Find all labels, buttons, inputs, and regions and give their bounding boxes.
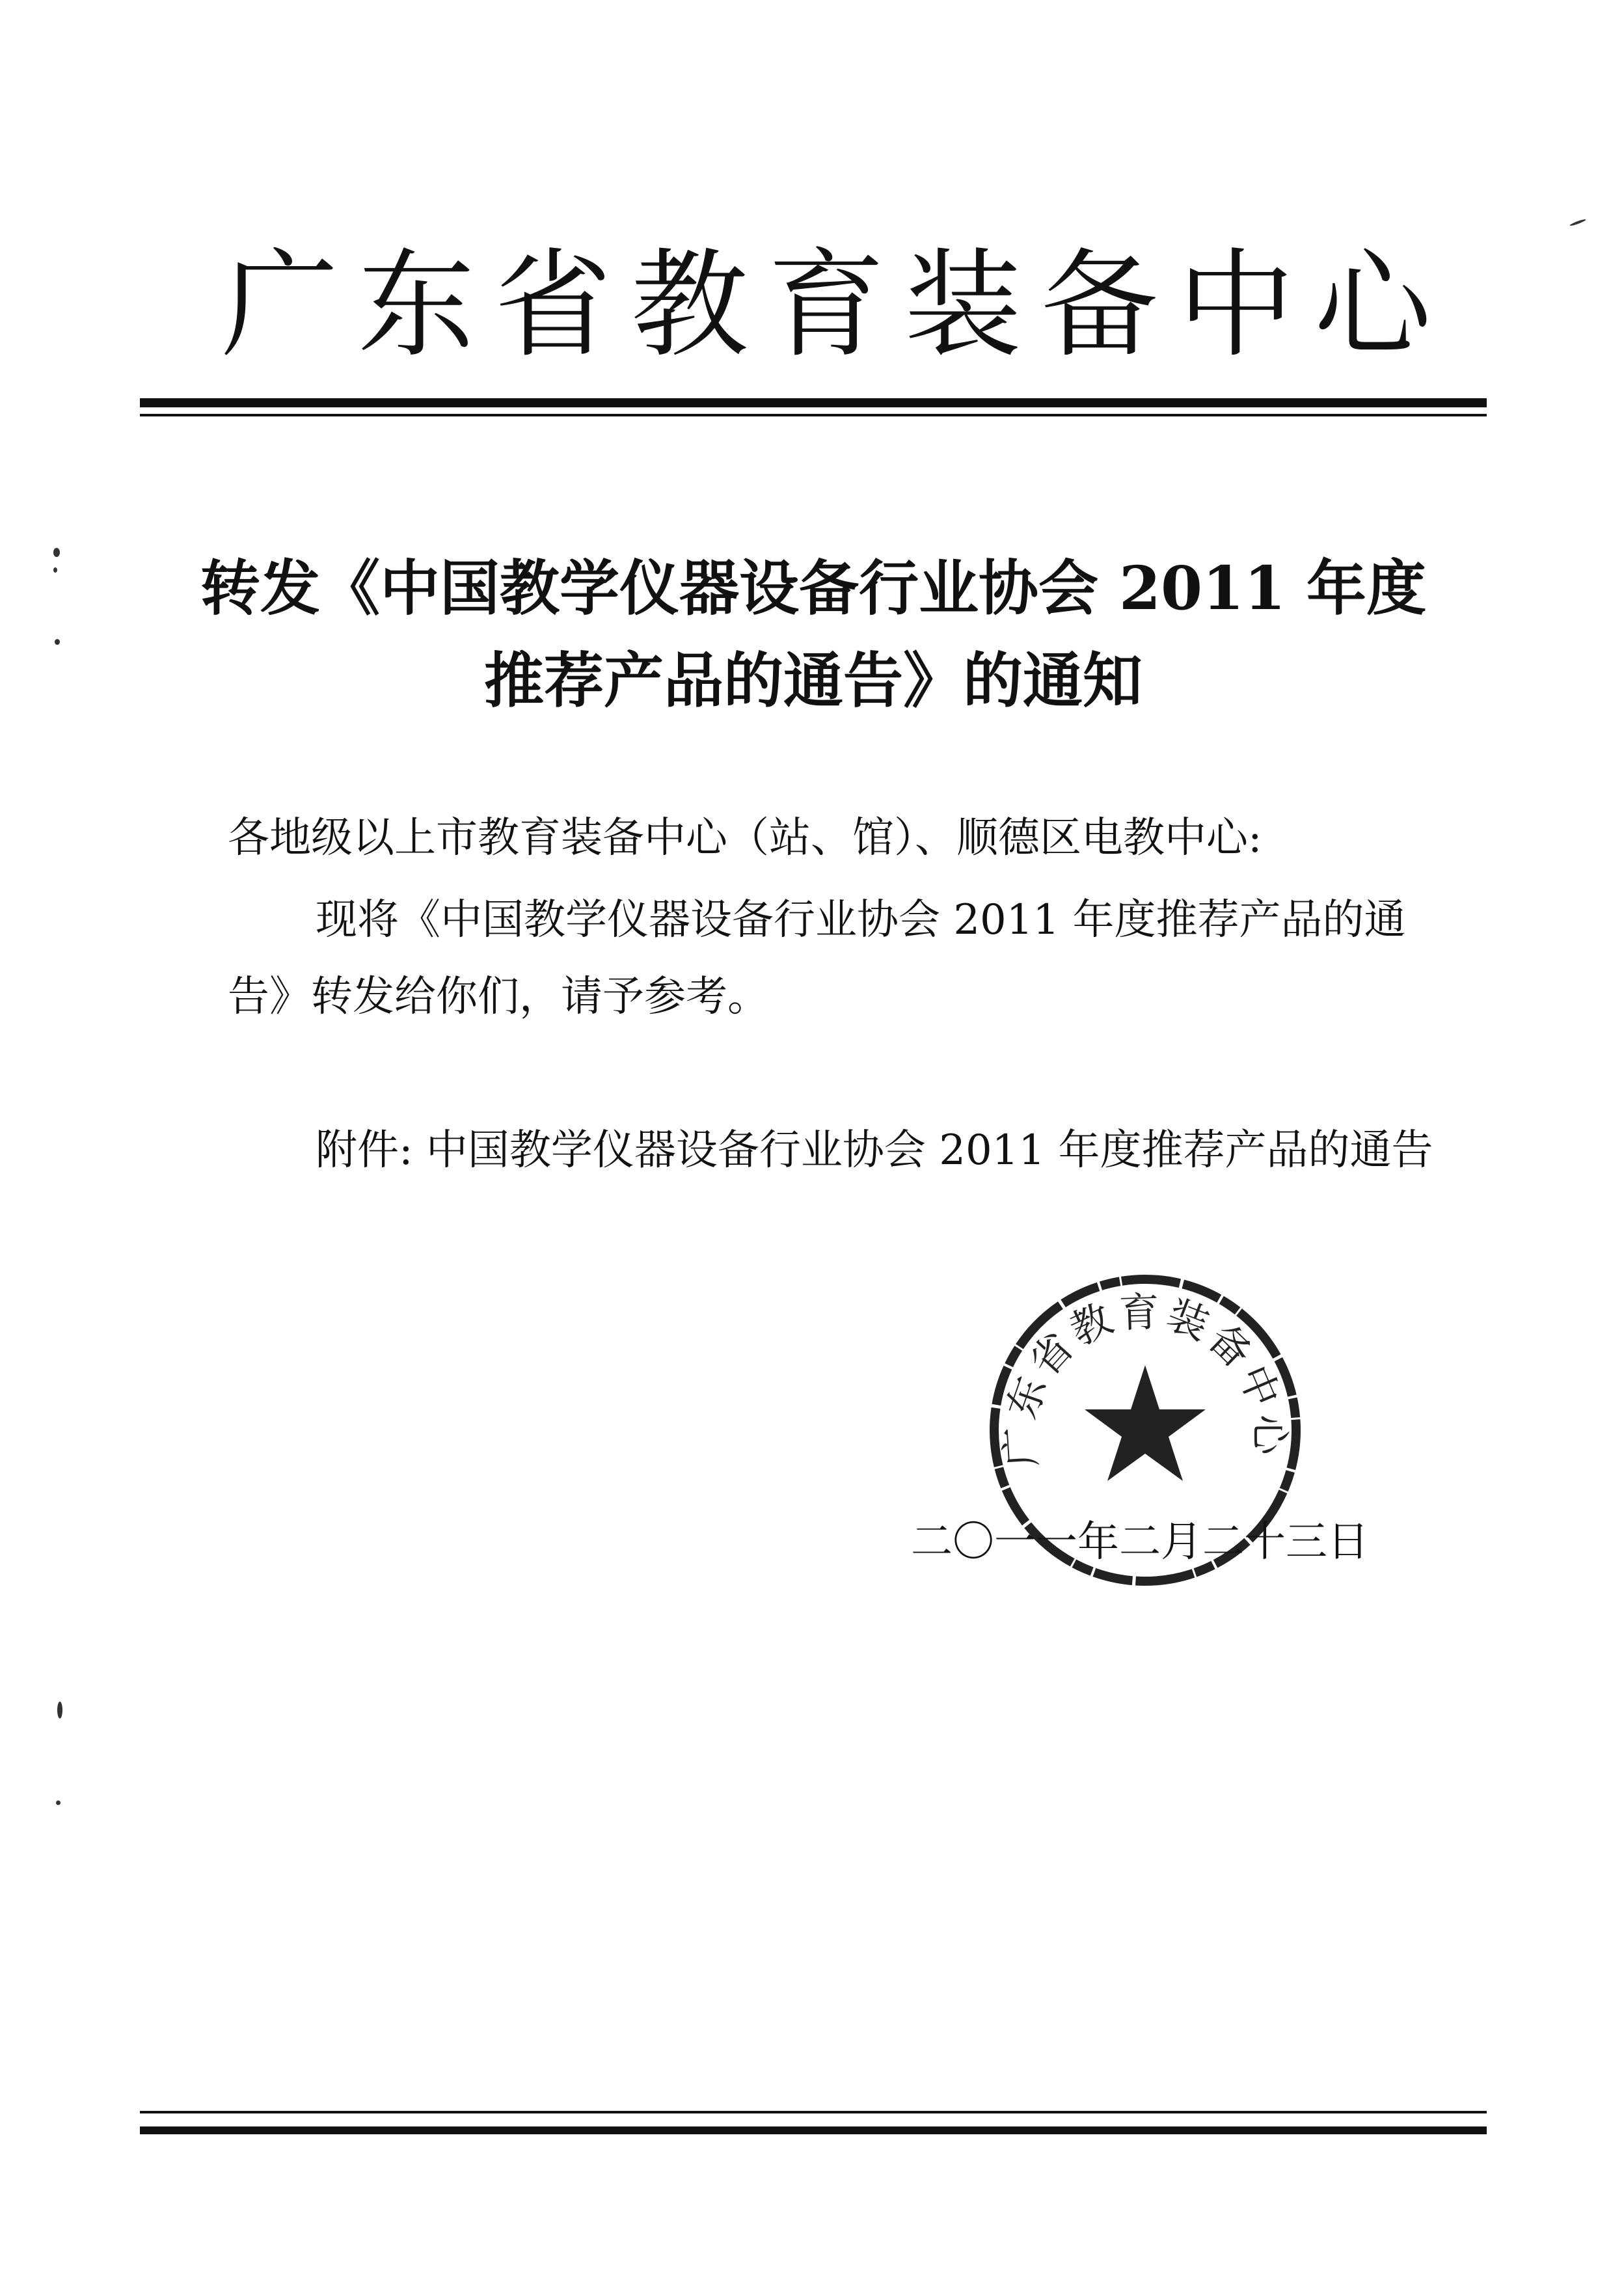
org-name-char: 育	[767, 238, 885, 374]
attachment-line: 附件: 中国教学仪器设备行业协会 2011 年度推荐产品的通告	[316, 1126, 1433, 1175]
org-name-char: 省	[494, 238, 612, 374]
footer-rule-thick	[140, 2126, 1487, 2134]
org-name-char: 广	[221, 238, 339, 374]
salutation: 各地级以上市教育装备中心（站、馆）、顺德区电教中心:	[228, 814, 1262, 862]
org-name-char: 装	[904, 238, 1022, 374]
paragraph-line-1: 现将《中国教学仪器设备行业协会 2011 年度推荐产品的通	[316, 896, 1406, 944]
notice-title-line-1: 转发《中国教学仪器设备行业协会 2011 年度	[200, 553, 1427, 623]
org-name-char: 中	[1177, 238, 1295, 374]
letterhead-rule-thick	[140, 398, 1487, 407]
letterhead-rule-thin	[140, 414, 1487, 416]
org-name-char: 备	[1040, 238, 1158, 374]
seal-lettering: 广东省教育装备中心	[995, 1288, 1294, 1469]
scan-speck	[53, 548, 60, 557]
footer-rule-thin	[140, 2111, 1487, 2113]
signature-date: 二〇一一年二月二十三日	[911, 1518, 1369, 1566]
notice-title-line-2: 推荐产品的通告》的通知	[483, 645, 1143, 716]
scan-speck	[55, 639, 60, 645]
paragraph-line-2: 告》转发给你们，请予参考。	[228, 973, 769, 1021]
scan-speck	[57, 1702, 62, 1718]
scan-speck	[1569, 219, 1586, 227]
scan-speck	[56, 1800, 61, 1805]
letterhead-org-name	[221, 234, 1431, 377]
seal-star-icon	[1085, 1365, 1206, 1481]
scan-speck	[53, 567, 57, 573]
org-name-char: 东	[357, 238, 475, 374]
org-name-char: 教	[630, 238, 748, 374]
org-name-char: 心	[1314, 238, 1431, 374]
